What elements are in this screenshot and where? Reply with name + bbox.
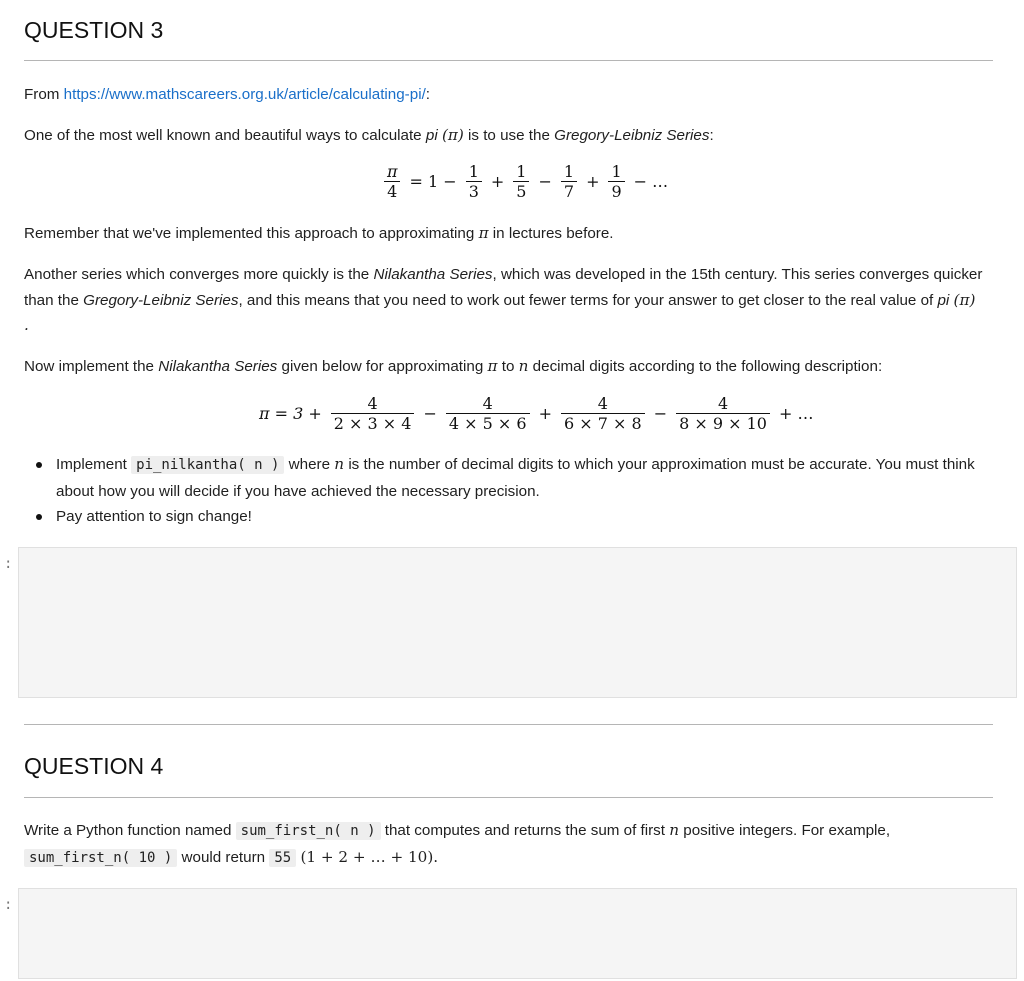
instruction-text: to [501, 358, 515, 375]
operator: π = 3 + [259, 404, 322, 423]
list-item-text: Pay attention to sign change! [56, 508, 252, 525]
another-series-paragraph [24, 262, 984, 339]
paragraph-text: would return [181, 848, 266, 866]
denominator: 3 [466, 181, 482, 201]
pi-symbol: π [478, 224, 489, 242]
fraction [466, 162, 482, 201]
requirements-list [24, 452, 994, 530]
operator: − [423, 404, 437, 423]
gregory-leibniz-name: Gregory-Leibniz Series [83, 291, 239, 309]
fraction [676, 394, 770, 433]
operator: + [490, 172, 505, 191]
fraction [384, 162, 401, 201]
numerator: 1 [563, 162, 575, 181]
numerator: 1 [468, 162, 479, 181]
paragraph-text: Another series which converges more quickly is the [24, 266, 370, 283]
inline-code: sum_first_n( 10 ) [24, 849, 177, 867]
question-4-title: QUESTION 4 [24, 753, 164, 779]
numerator: π [387, 162, 398, 181]
operator: + [586, 172, 600, 191]
question-4-paragraph [24, 818, 984, 871]
intro-end: : [709, 127, 714, 144]
paragraph-text: , which was developed in the 15th century. This series converges quicker than the [24, 266, 983, 309]
instruction-text: given below for approximating [281, 358, 484, 375]
list-item [24, 504, 994, 530]
divider [24, 60, 993, 61]
source-link[interactable]: https://www.mathscareers.org.uk/article/calculating-pi/ [63, 86, 426, 103]
divider [24, 797, 993, 798]
pi-word: pi [425, 127, 438, 144]
n-variable: n [334, 455, 345, 473]
source-line [24, 82, 984, 108]
numerator: 4 [717, 394, 729, 413]
operator: − [653, 404, 668, 423]
operator: = 1 − [409, 172, 457, 191]
list-item-text: where [288, 456, 331, 473]
numerator: 1 [611, 162, 622, 181]
operator: + [538, 404, 552, 423]
nilakantha-equation [256, 394, 816, 433]
intro-paragraph [24, 123, 984, 149]
denominator: 5 [513, 181, 529, 201]
nilakantha-name: Nilakantha Series [373, 266, 493, 283]
fraction [331, 394, 415, 433]
intro-text-mid: is to use the [468, 127, 550, 144]
remember-paragraph [24, 221, 984, 247]
cell-prompt: : [4, 897, 13, 913]
fraction [608, 162, 624, 201]
list-item-text: is the number of decimal digits to which your approximation must be accurate. You must think about how you will decide if you have achieved the necessary precision. [56, 456, 975, 500]
denominator: 9 [608, 181, 624, 201]
numerator: 4 [597, 394, 608, 413]
remember-text: Remember that we've implemented this approach to approximating [24, 225, 475, 242]
code-cell-input[interactable] [18, 547, 1017, 698]
denominator: 7 [561, 181, 577, 201]
paragraph-text: positive integers. For example, [683, 822, 891, 839]
denominator: 6 × 7 × 8 [561, 413, 645, 433]
numerator: 4 [367, 394, 378, 413]
math-expression: (1 + 2 + … + 10). [300, 847, 439, 866]
pi-symbol: (π) . [24, 290, 976, 334]
from-label: From [24, 86, 60, 103]
denominator: 8 × 9 × 10 [676, 413, 770, 433]
gregory-leibniz-name: Gregory-Leibniz Series [554, 127, 710, 144]
numerator: 1 [516, 162, 527, 181]
operator: − [538, 172, 552, 191]
gregory-leibniz-equation [382, 162, 671, 201]
intro-text: One of the most well known and beautiful ways to calculate [24, 127, 422, 144]
colon: : [425, 86, 431, 103]
pi-word: pi [937, 291, 950, 309]
inline-code: pi_nilkantha( n ) [131, 456, 284, 474]
question-3-title: QUESTION 3 [24, 17, 164, 43]
fraction [561, 394, 645, 433]
numerator: 4 [482, 394, 493, 413]
denominator: 4 [384, 181, 400, 201]
list-item [24, 452, 994, 504]
instruction-text: decimal digits according to the following description: [532, 358, 883, 375]
inline-code: 55 [269, 849, 296, 867]
list-item-text: Implement [56, 456, 127, 473]
pi-symbol: π [487, 357, 498, 375]
divider [24, 724, 993, 725]
pi-symbol: (π) [441, 126, 464, 144]
n-variable: n [669, 821, 680, 839]
inline-code: sum_first_n( n ) [236, 822, 381, 840]
nilakantha-name: Nilakantha Series [158, 358, 278, 375]
n-variable: n [518, 357, 529, 375]
instruction-text: Now implement the [24, 358, 154, 375]
cell-prompt: : [4, 556, 13, 572]
fraction [513, 162, 529, 201]
paragraph-text: , and this means that you need to work out fewer terms for your answer to get closer to the real value of [238, 291, 934, 309]
fraction [446, 394, 530, 433]
paragraph-text: Write a Python function named [24, 822, 232, 839]
remember-text-end: in lectures before. [492, 225, 614, 242]
paragraph-text: that computes and returns the sum of first [384, 822, 665, 839]
operator: − … [633, 172, 669, 191]
denominator: 2 × 3 × 4 [331, 413, 415, 433]
fraction [561, 162, 577, 201]
code-cell-input[interactable] [18, 888, 1017, 979]
operator: + … [778, 404, 814, 423]
denominator: 4 × 5 × 6 [446, 413, 530, 433]
instruction-paragraph [24, 354, 984, 380]
